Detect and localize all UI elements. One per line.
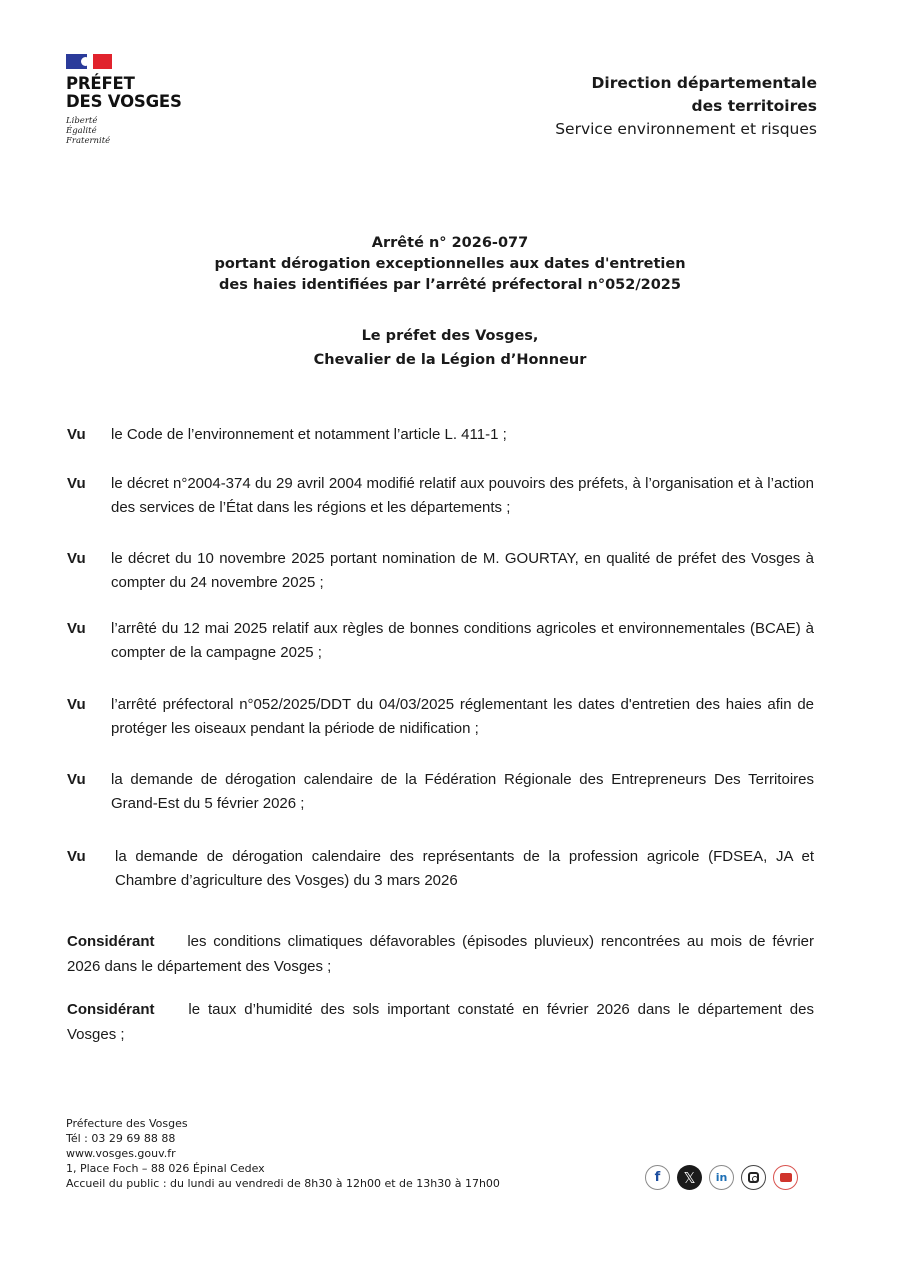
visa-item: Vu l’arrêté du 12 mai 2025 relatif aux règles de bonnes conditions agricoles et environnementales (BCAE) à compter de la campagne 2025 ; (67, 620, 814, 661)
decree-subject-line2: des haies identifiées par l’arrêté préfectoral n°052/2025 (218, 277, 681, 293)
decree-title (0, 233, 900, 372)
instagram-icon[interactable] (741, 1165, 766, 1190)
facebook-icon[interactable]: f (645, 1165, 670, 1190)
authority-line1: Le préfet des Vosges, (361, 328, 539, 344)
considerant-item: Considérant le taux d’humidité des sols important constaté en février 2026 dans le département des Vosges ; (67, 1001, 814, 1043)
considerant-item: Considérant les conditions climatiques défavorables (épisodes pluvieux) rencontrées au mois de février 2026 dans le département des Vosges ; (67, 933, 814, 975)
visa-item: Vu le Code de l’environnement et notamment l’article L. 411-1 ; (67, 426, 507, 443)
prefet-logo (66, 54, 182, 146)
footer-contact (66, 1116, 500, 1191)
social-links (645, 1165, 798, 1190)
authority-line2: Chevalier de la Légion d’Honneur (313, 352, 587, 368)
visa-item: Vu le décret du 10 novembre 2025 portant nomination de M. GOURTAY, en qualité de préfet des Vosges à compter du 24 novembre 2025 ; (67, 550, 814, 591)
linkedin-icon[interactable]: in (709, 1165, 734, 1190)
footer-address: 1, Place Foch – 88 026 Épinal Cedex (66, 1162, 265, 1175)
visa-item: Vu l’arrêté préfectoral n°052/2025/DDT du 04/03/2025 réglementant les dates d'entretien des haies afin de protéger les oiseaux pendant la période de nidification ; (67, 696, 814, 737)
marianne-flag-icon (66, 54, 112, 69)
visa-item: Vu la demande de dérogation calendaire de la Fédération Régionale des Entrepreneurs Des Territoires Grand-Est du 5 février 2026 ; (67, 771, 814, 812)
footer-name: Préfecture des Vosges (66, 1117, 188, 1130)
footer-website[interactable]: www.vosges.gouv.fr (66, 1147, 176, 1160)
decree-number: Arrêté n° 2026-077 (371, 235, 529, 251)
visa-item: Vu la demande de dérogation calendaire des représentants de la profession agricole (FDSEA, JA et Chambre d’agriculture des Vosges) du 3 mars 2026 (67, 848, 814, 889)
youtube-icon[interactable] (773, 1165, 798, 1190)
logo-title: PRÉFET DES VOSGES (66, 74, 182, 111)
x-twitter-icon[interactable]: 𝕏 (677, 1165, 702, 1190)
issuing-service: Direction départementale des territoires Service environnement et risques (555, 74, 817, 138)
visa-item: Vu le décret n°2004-374 du 29 avril 2004 modifié relatif aux pouvoirs des préfets, à l’organisation et à l’action des services de l’État dans les régions et les départements ; (67, 475, 814, 516)
footer-phone: Tél : 03 29 69 88 88 (66, 1132, 176, 1145)
decree-subject-line1: portant dérogation exceptionnelles aux dates d'entretien (214, 256, 686, 272)
footer-hours: Accueil du public : du lundi au vendredi de 8h30 à 12h00 et de 13h30 à 17h00 (66, 1177, 500, 1190)
republic-motto: Liberté Égalité Fraternité (66, 116, 111, 146)
